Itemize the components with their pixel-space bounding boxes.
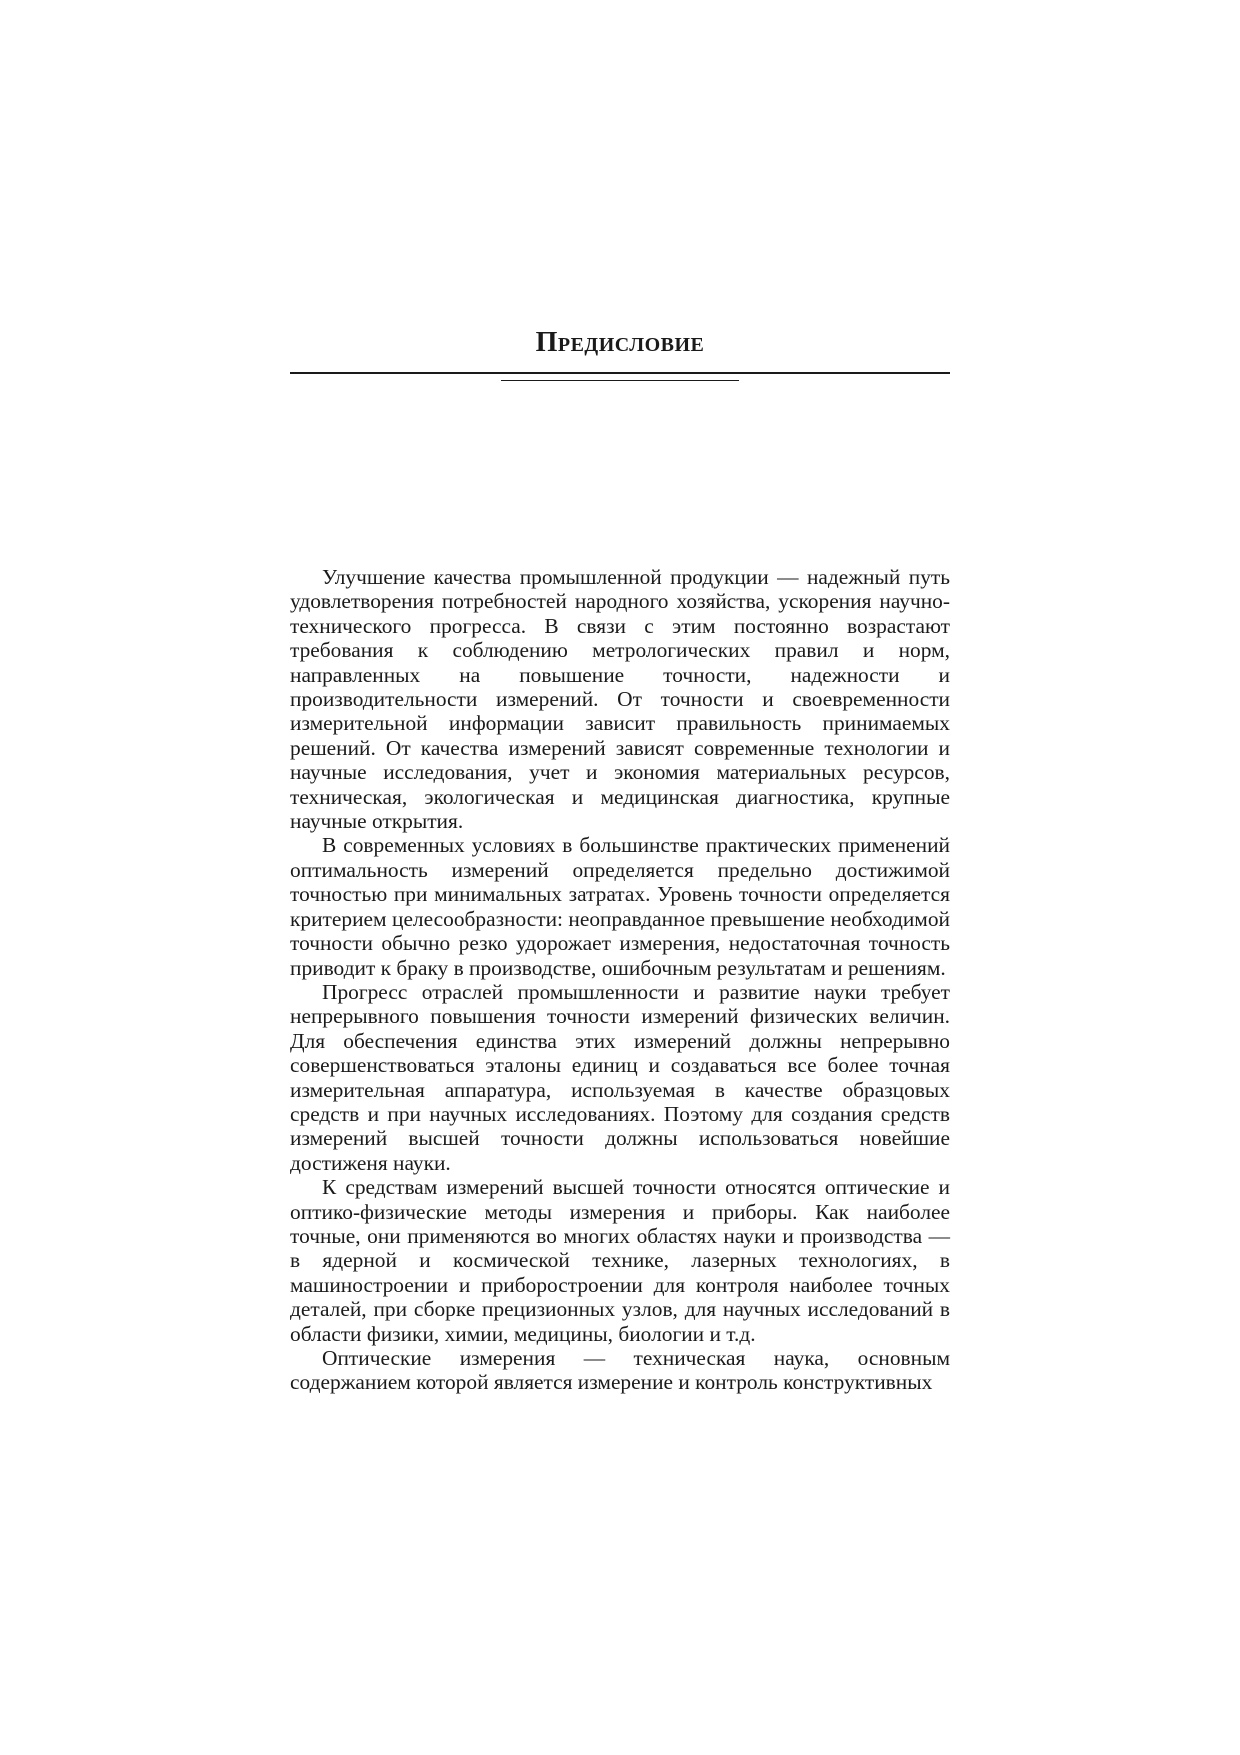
paragraph: Оптические измерения — техническая наука, основным содержанием которой является измерение и контроль конструктивных xyxy=(290,1346,950,1395)
title-rule-short xyxy=(501,380,739,381)
paragraph: Улучшение качества промышленной продукции — надежный путь удовлетворения потребностей народного хозяйства, ускорения научно-технического прогресса. В связи с этим постоянно возрастают требования к соблюдению метрологических правил и норм, направленных на повышение точности, надежности и производительности измерений. От точности и своевременности измерительной информации зависит правильность принимаемых решений. От качества измерений зависят современные технологии и научные исследования, учет и экономия материальных ресурсов, техническая, экологическая и медицинская диагностика, крупные научные открытия. xyxy=(290,565,950,834)
title-rule-long xyxy=(290,372,950,374)
paragraph: Прогресс отраслей промышленности и развитие науки требует непрерывного повышения точности измерений физических величин. Для обеспечения единства этих измерений должны непрерывно совершенствоваться эталоны единиц и создаваться все более точная измерительная аппаратура, используемая в качестве образцовых средств и при научных исследованиях. Поэтому для создания средств измерений высшей точности должны использоваться новейшие достиженя науки. xyxy=(290,979,950,1175)
body-text xyxy=(290,565,950,1395)
paragraph: К средствам измерений высшей точности относятся оптические и оптико-физические методы измерения и приборы. Как наиболее точные, они применяются во многих областях науки и производства — в ядерной и космической технике, лазерных технологиях, в машиностроении и приборостроении для контроля наиболее точных деталей, при сборке прецизионных узлов, для научных исследований в области физики, химии, медицины, биологии и т.д. xyxy=(290,1175,950,1346)
page-title: Предисловие xyxy=(535,327,705,358)
paragraph: В современных условиях в большинстве практических применений оптимальность измерений определяется предельно достижимой точностью при минимальных затратах. Уровень точности определяется критерием целесообразности: неоправданное превышение необходимой точности обычно резко удорожает измерения, недостаточная точность приводит к браку в производстве, ошибочным результатам и решениям. xyxy=(290,833,950,980)
